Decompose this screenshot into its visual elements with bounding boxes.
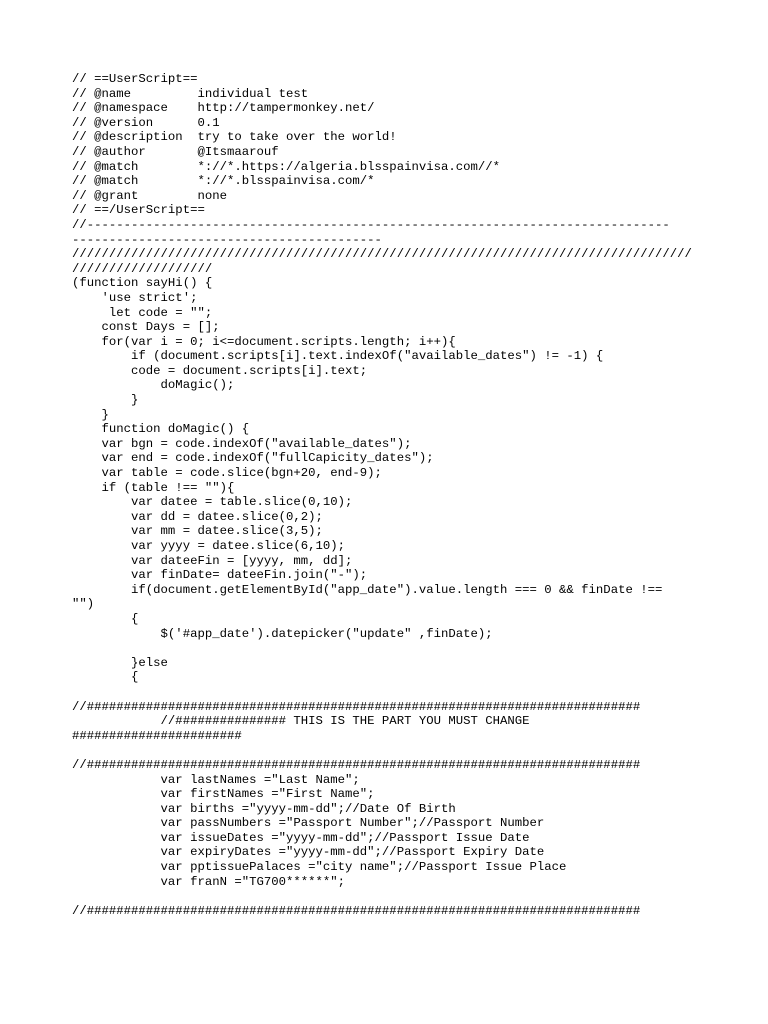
code-line xyxy=(72,889,692,904)
code-line xyxy=(72,641,692,656)
code-line xyxy=(72,743,692,758)
code-line: var pptissuePalaces ="city name";//Passport Issue Place xyxy=(72,860,567,875)
code-line: //////////////////////////////////////////////////////////////////////////////////// xyxy=(72,247,692,262)
code-line: var mm = datee.slice(3,5); xyxy=(72,524,323,539)
code-line: for(var i = 0; i<=document.scripts.length; i++){ xyxy=(72,334,456,349)
code-line: //########################################################################### xyxy=(72,757,641,772)
code-line: // ==UserScript== xyxy=(72,72,198,86)
code-line: var datee = table.slice(0,10); xyxy=(72,495,353,510)
code-line: var dd = datee.slice(0,2); xyxy=(72,509,323,524)
code-line: if(document.getElementById("app_date").value.length === 0 && finDate !== xyxy=(72,582,663,597)
code-line: var yyyy = datee.slice(6,10); xyxy=(72,539,346,553)
code-line: 'use strict'; xyxy=(72,290,198,305)
code-line: var table = code.slice(bgn+20, end-9); xyxy=(72,466,382,481)
code-line: // @version 0.1 xyxy=(72,115,220,130)
code-block xyxy=(72,72,692,918)
code-line: var firstNames ="First Name"; xyxy=(72,787,375,802)
code-line: // @match *://*.blsspainvisa.com/* xyxy=(72,174,375,189)
code-line: doMagic(); xyxy=(72,378,235,393)
code-line: var bgn = code.indexOf("available_dates"); xyxy=(72,436,412,451)
code-line: const Days = []; xyxy=(72,320,220,335)
code-line: { xyxy=(72,611,139,626)
code-line: var expiryDates ="yyyy-mm-dd";//Passport Expiry Date xyxy=(72,845,545,860)
code-line: "") xyxy=(72,597,95,612)
code-line: var lastNames ="Last Name"; xyxy=(72,772,360,787)
code-line: }else xyxy=(72,655,168,670)
code-line: // @name individual test xyxy=(72,86,309,101)
code-line: var passNumbers ="Passport Number";//Passport Number xyxy=(72,816,545,831)
code-line: // @namespace http://tampermonkey.net/ xyxy=(72,101,375,116)
code-line: // @description try to take over the world! xyxy=(72,130,397,145)
code-line: //########################################################################### xyxy=(72,699,641,714)
code-line: (function sayHi() { xyxy=(72,276,213,291)
code-line: } xyxy=(72,407,109,422)
code-line: //############### THIS IS THE PART YOU MUST CHANGE xyxy=(72,714,530,729)
code-line: { xyxy=(72,670,139,685)
code-line: if (document.scripts[i].text.indexOf("available_dates") != -1) { xyxy=(72,349,604,364)
code-line: let code = ""; xyxy=(72,305,213,320)
code-line: // ==/UserScript== xyxy=(72,203,205,218)
code-line: var franN ="TG700******"; xyxy=(72,874,346,889)
code-line: var end = code.indexOf("fullCapicity_dates"); xyxy=(72,451,434,466)
code-line: code = document.scripts[i].text; xyxy=(72,363,368,378)
code-line: } xyxy=(72,393,139,408)
code-line: var dateeFin = [yyyy, mm, dd]; xyxy=(72,553,353,568)
code-line: var issueDates ="yyyy-mm-dd";//Passport Issue Date xyxy=(72,830,530,845)
code-line: if (table !== ""){ xyxy=(72,480,235,495)
code-line: function doMagic() { xyxy=(72,422,250,437)
code-line: // @author @Itsmaarouf xyxy=(72,144,279,159)
code-line: //------------------------------------------------------------------------------- xyxy=(72,217,670,232)
code-line: // @grant none xyxy=(72,188,227,203)
code-line: ------------------------------------------ xyxy=(72,232,382,247)
code-line: var births ="yyyy-mm-dd";//Date Of Birth xyxy=(72,801,456,816)
code-line: // @match *://*.https://algeria.blsspainvisa.com//* xyxy=(72,159,501,174)
code-line: $('#app_date').datepicker("update" ,finDate); xyxy=(72,626,493,641)
code-line xyxy=(72,685,692,700)
code-line: var finDate= dateeFin.join("-"); xyxy=(72,568,368,583)
code-line: /////////////////// xyxy=(72,261,213,276)
code-line: ####################### xyxy=(72,728,242,743)
code-line: //########################################################################### xyxy=(72,903,641,918)
